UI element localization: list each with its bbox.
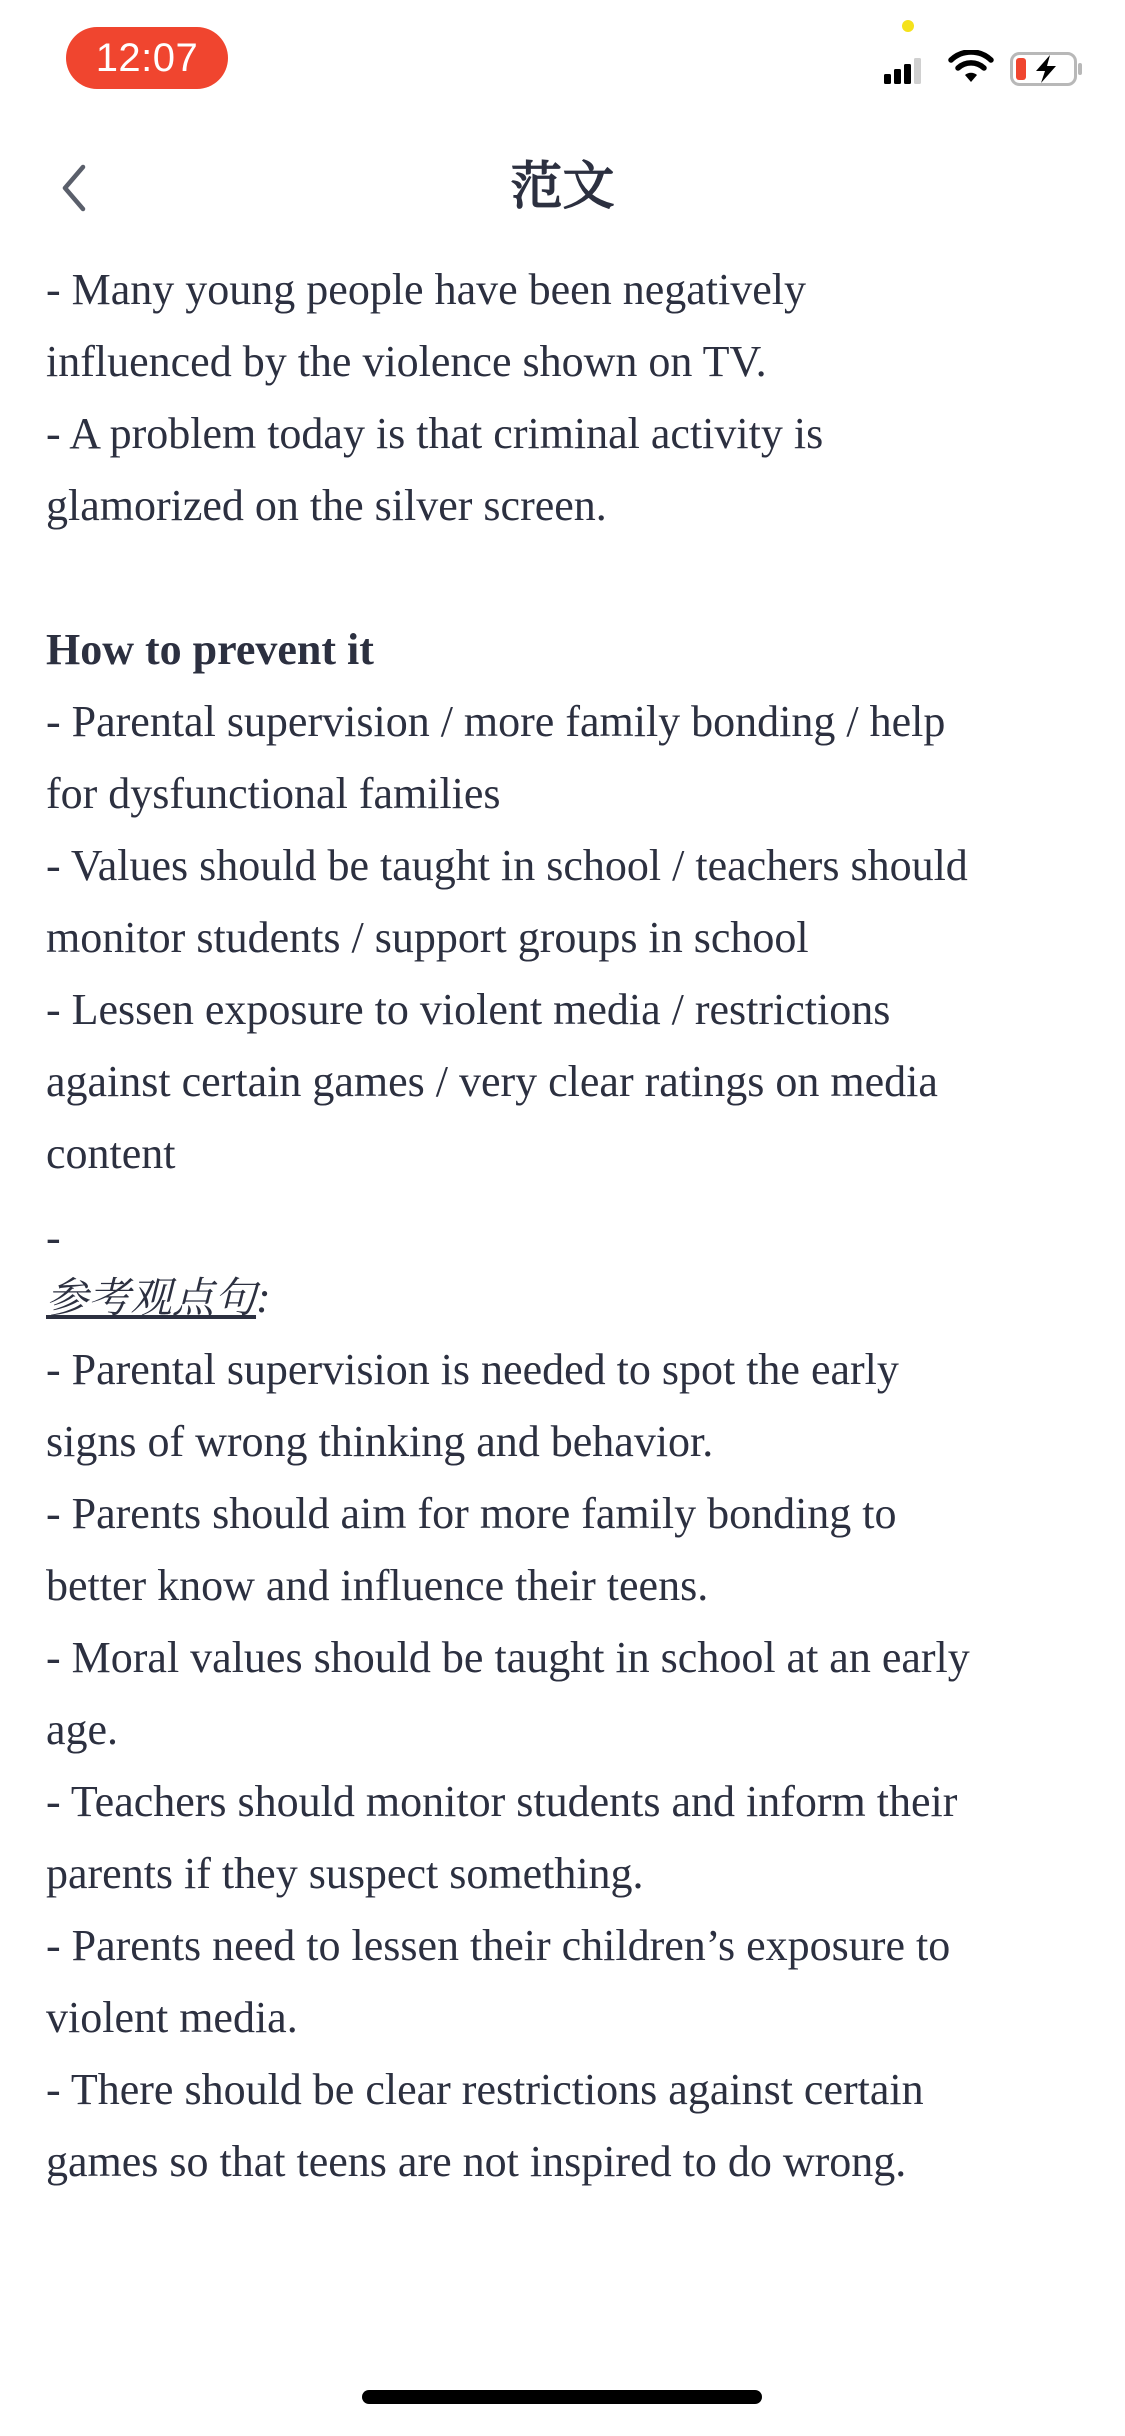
text-line: - Parental supervision / more family bonding / help xyxy=(46,697,946,746)
text-line: - Parents should aim for more family bonding to xyxy=(46,1489,897,1538)
essay-content xyxy=(46,254,1086,2198)
status-time: 12:07 xyxy=(66,27,228,89)
navigation-bar xyxy=(0,120,1125,255)
text-line: - There should be clear restrictions against certain xyxy=(46,2065,924,2114)
text-line: - A problem today is that criminal activity is xyxy=(46,409,824,458)
reference-heading-colon: : xyxy=(256,1273,271,1322)
reference-heading xyxy=(46,1262,1086,1334)
blank-line xyxy=(46,542,1086,614)
reference-heading-text: 参考观点句 xyxy=(46,1273,257,1322)
home-indicator[interactable] xyxy=(362,2390,762,2404)
wifi-icon xyxy=(948,50,994,84)
text-line: monitor students / support groups in school xyxy=(46,913,809,962)
text-line: influenced by the violence shown on TV. xyxy=(46,337,767,386)
separator-dash: - xyxy=(46,1213,61,1262)
cellular-signal-icon xyxy=(884,58,924,84)
text-line: age. xyxy=(46,1705,119,1754)
text-line: - Moral values should be taught in school at an early xyxy=(46,1633,970,1682)
section-heading: How to prevent it xyxy=(46,625,374,674)
battery-charging-icon xyxy=(1010,52,1084,86)
text-line: - Many young people have been negatively xyxy=(46,265,806,314)
text-line: - Teachers should monitor students and inform their xyxy=(46,1777,958,1826)
text-line: - Parental supervision is needed to spot the early xyxy=(46,1345,899,1394)
text-line: - Parents need to lessen their children’s exposure to xyxy=(46,1921,951,1970)
text-line: games so that teens are not inspired to do wrong. xyxy=(46,2137,907,2186)
text-line: parents if they suspect something. xyxy=(46,1849,644,1898)
back-button[interactable] xyxy=(44,153,104,223)
text-line: - Lessen exposure to violent media / restrictions xyxy=(46,985,891,1034)
text-line: content xyxy=(46,1129,176,1178)
page-title: 范文 xyxy=(510,157,615,217)
text-line: better know and influence their teens. xyxy=(46,1561,709,1610)
status-bar xyxy=(0,0,1125,120)
text-line: for dysfunctional families xyxy=(46,769,501,818)
text-line: signs of wrong thinking and behavior. xyxy=(46,1417,714,1466)
text-line: glamorized on the silver screen. xyxy=(46,481,607,530)
microphone-indicator-icon xyxy=(902,20,914,32)
text-line: violent media. xyxy=(46,1993,298,2042)
text-line: - Values should be taught in school / teachers should xyxy=(46,841,968,890)
text-line: against certain games / very clear ratings on media xyxy=(46,1057,938,1106)
chevron-left-icon xyxy=(59,163,89,213)
